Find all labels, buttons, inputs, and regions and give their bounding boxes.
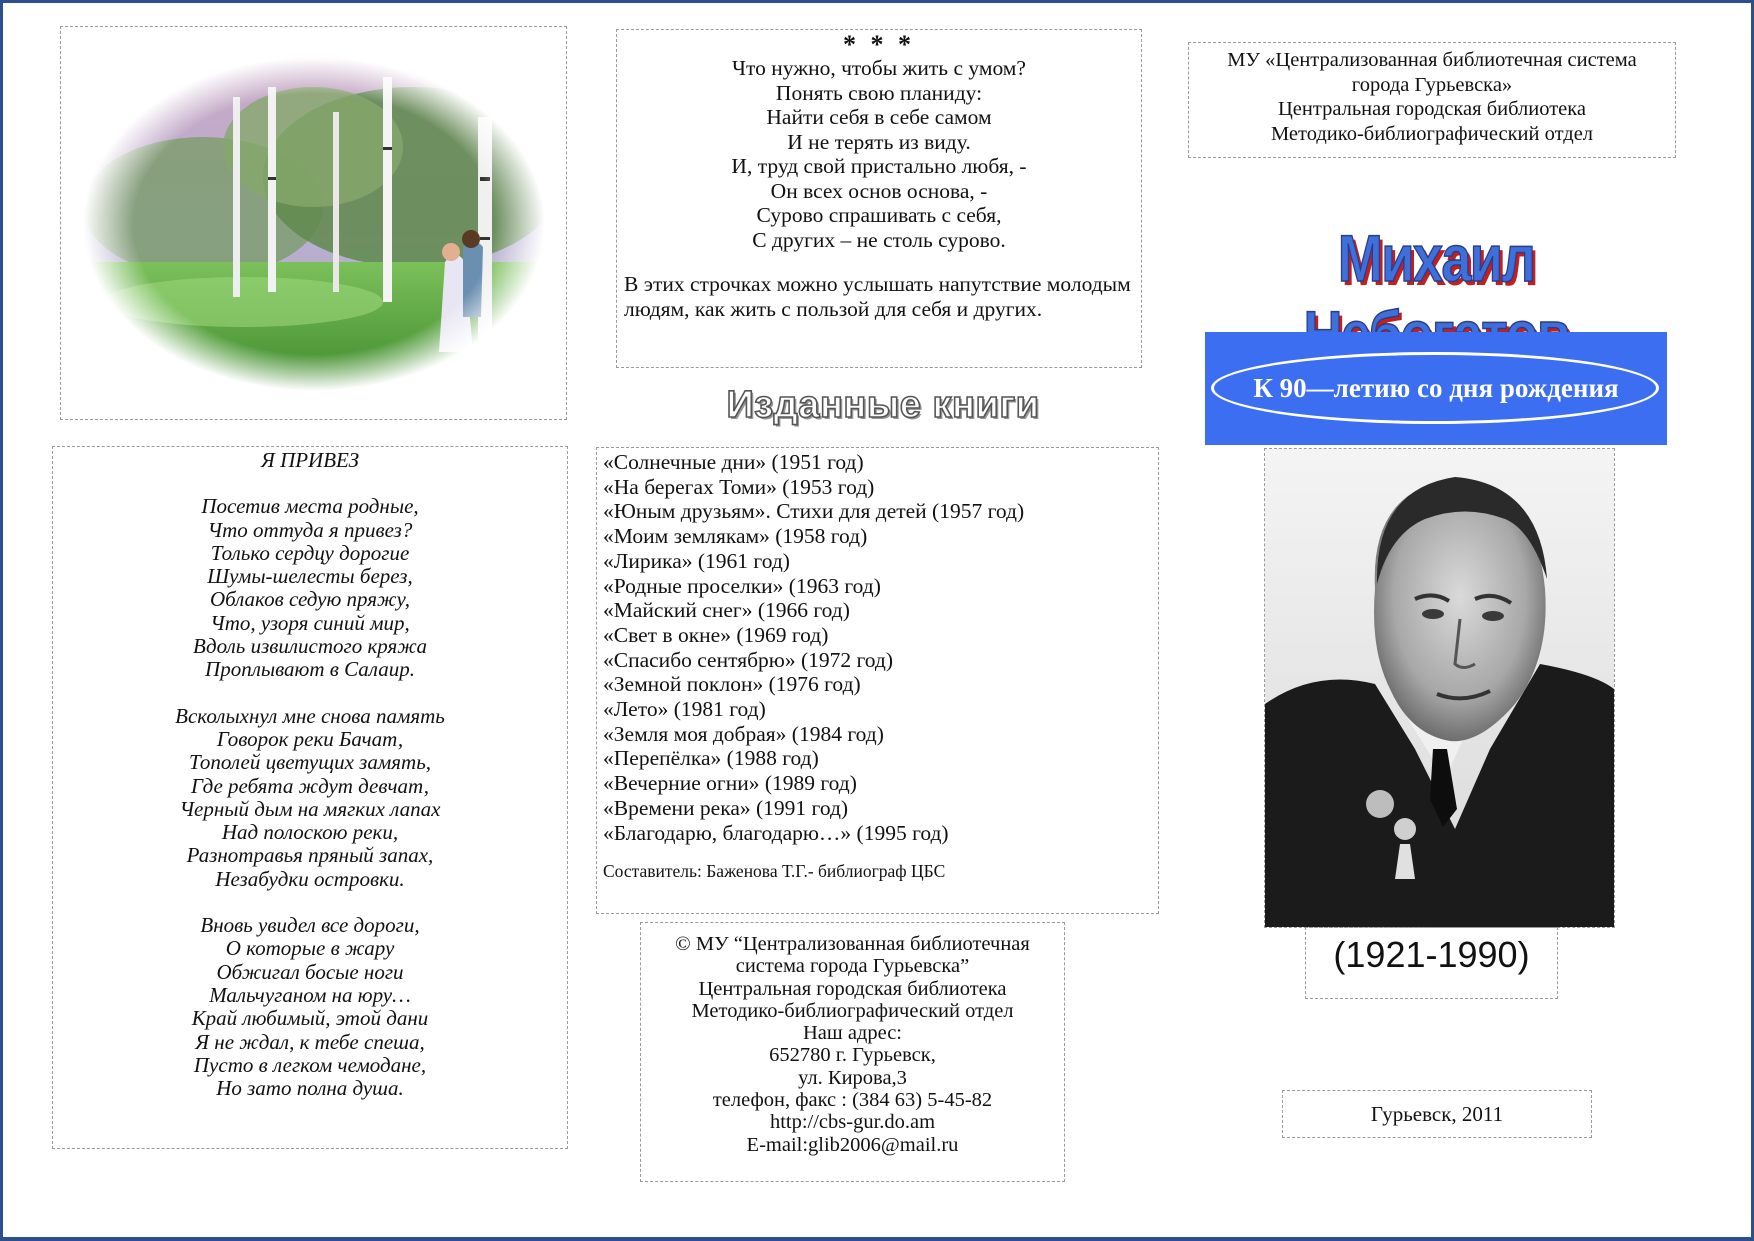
book-item: «Земля моя добрая» (1984 год) xyxy=(603,721,884,746)
contact-website[interactable]: http://cbs-gur.do.am xyxy=(769,1111,936,1134)
book-item: «Спасибо сентябрю» (1972 год) xyxy=(603,647,894,672)
verse-line: И не терять из виду. xyxy=(787,129,971,154)
poem-line: Разнотравья пряный запах, xyxy=(186,843,434,868)
poem-line: Я не ждал, к тебе спеша, xyxy=(195,1029,425,1054)
author-name-title: Михаил xyxy=(1337,221,1535,295)
place-year-frame xyxy=(1282,1090,1592,1138)
poem-line: Край любимый, этой дани xyxy=(191,1006,429,1031)
poem-title: Я ПРИВЕЗ xyxy=(261,448,359,472)
poem-line: Где ребята ждут девчат, xyxy=(191,773,429,798)
poem-line: Но зато полна душа. xyxy=(216,1076,404,1101)
books-heading: Изданные книги xyxy=(726,384,1040,426)
book-item: «Лирика» (1961 год) xyxy=(603,548,790,573)
poem-stanza xyxy=(53,495,567,681)
poem-line: Только сердцу дорогие xyxy=(210,540,410,565)
years-frame xyxy=(1305,927,1558,999)
compiler-credit: Составитель: Баженова Т.Г.- библиограф ЦБС xyxy=(603,861,946,882)
poem-line: Посетив места родные, xyxy=(201,494,419,519)
book-item: «Благодарю, благодарю…» (1995 год) xyxy=(603,820,949,845)
verse-line: С других – не столь сурово. xyxy=(752,227,1006,252)
poem-line: Шумы-шелесты берез, xyxy=(207,564,413,589)
org-line: Методико-библиографический отдел xyxy=(1270,122,1594,145)
verse-line: Найти себя в себе самом xyxy=(766,105,992,129)
poem-line: Обжигал босые ноги xyxy=(216,959,404,984)
poem-line: Проплывают в Салаир. xyxy=(205,657,415,682)
book-item: «Моим землякам» (1958 год) xyxy=(603,524,868,549)
verse-line: Понять свою планиду: xyxy=(775,80,983,105)
org-line: Центральная городская библиотека xyxy=(1277,98,1586,120)
poem-line: Вновь увидел все дороги, xyxy=(200,913,420,938)
poem-line: Что, узоря синий мир, xyxy=(210,610,410,635)
verse-line: Что нужно, чтобы жить с умом? xyxy=(732,56,1026,80)
book-item: «Земной поклон» (1976 год) xyxy=(603,672,861,697)
book-item: «Свет в окне» (1969 год) xyxy=(603,622,829,647)
verse-line: Сурово спрашивать с себя, xyxy=(756,203,1002,227)
org-line: города Гурьевска» xyxy=(1351,73,1513,96)
portrait-frame xyxy=(1264,448,1615,928)
contact-line: © МУ “Централизованная библиотечная xyxy=(675,933,1030,955)
poem-line: Незабудки островки. xyxy=(215,866,405,891)
books-list xyxy=(596,447,1159,914)
anniversary-banner xyxy=(1205,332,1667,445)
poem-line: Вдоль извилистого кряжа xyxy=(192,634,428,659)
contact-line: телефон, факс : (384 63) 5-45-82 xyxy=(712,1089,993,1112)
book-item: «Лето» (1981 год) xyxy=(603,697,766,722)
poem-line: Над полоскою реки, xyxy=(221,820,399,845)
contact-block xyxy=(640,922,1065,1182)
place-year: Гурьевск, 2011 xyxy=(1370,1102,1504,1126)
contact-line: ул. Кирова,3 xyxy=(798,1066,907,1089)
poem-stanza xyxy=(53,914,567,1100)
book-item: «На берегах Томи» (1953 год) xyxy=(603,474,875,499)
poem-block xyxy=(52,446,568,1149)
illustration-frame xyxy=(60,26,567,420)
poem-line: Пусто в легком чемодане, xyxy=(193,1052,427,1077)
poem-line: Всколыхнул мне снова память xyxy=(175,703,445,728)
poem-line: Облаков седую пряжу, xyxy=(209,587,411,612)
book-item: «Перепёлка» (1988 год) xyxy=(603,746,819,771)
quote-block xyxy=(616,29,1142,368)
book-item: «Солнечные дни» (1951 год) xyxy=(603,450,864,474)
quote-verse xyxy=(617,56,1141,252)
poem-line: Тополей цветущих замять, xyxy=(188,750,432,775)
author-portrait-photo xyxy=(1265,449,1614,927)
book-item: «Времени река» (1991 год) xyxy=(603,795,849,820)
verse-line: Он всех основ основа, - xyxy=(770,178,988,203)
book-item: «Вечерние огни» (1989 год) xyxy=(603,771,857,796)
organization-block xyxy=(1188,42,1676,158)
poem-line: Говорок реки Бачат, xyxy=(216,726,404,751)
book-item: «Юным друзьям». Стихи для детей (1957 год) xyxy=(603,499,1025,524)
poem-line: Черный дым на мягких лапах xyxy=(179,796,441,821)
quote-intro: В этих строчках можно услышать напутствие молодым людям, как жить с пользой для себя и других. xyxy=(624,272,1131,321)
contact-email[interactable]: E-mail:glib2006@mail.ru xyxy=(746,1133,959,1156)
verse-line: И, труд свой пристально любя, - xyxy=(731,154,1027,178)
contact-line: Наш адрес: xyxy=(803,1022,902,1045)
life-years: (1921-1990) xyxy=(1333,934,1530,975)
book-item: «Майский снег» (1966 год) xyxy=(603,598,850,623)
poem-stanza xyxy=(53,705,567,891)
stars-separator: * * * xyxy=(843,30,915,59)
poem-line: Что оттуда я привез? xyxy=(207,517,413,542)
contact-line: система города Гурьевска” xyxy=(735,955,970,978)
contact-line: Методико-библиографический отдел xyxy=(691,999,1014,1022)
contact-line: 652780 г. Гурьевск, xyxy=(769,1044,936,1067)
poem-line: Мальчуганом на юру… xyxy=(209,982,411,1007)
contact-line: Центральная городская библиотека xyxy=(698,977,1007,1000)
book-item: «Родные проселки» (1963 год) xyxy=(603,573,881,598)
birch-grove-couple-illustration xyxy=(83,57,545,392)
org-line: МУ «Централизованная библиотечная система xyxy=(1227,49,1637,71)
poem-line: О которые в жару xyxy=(225,936,395,961)
anniversary-text: К 90—летию со дня рождения xyxy=(1253,373,1619,403)
